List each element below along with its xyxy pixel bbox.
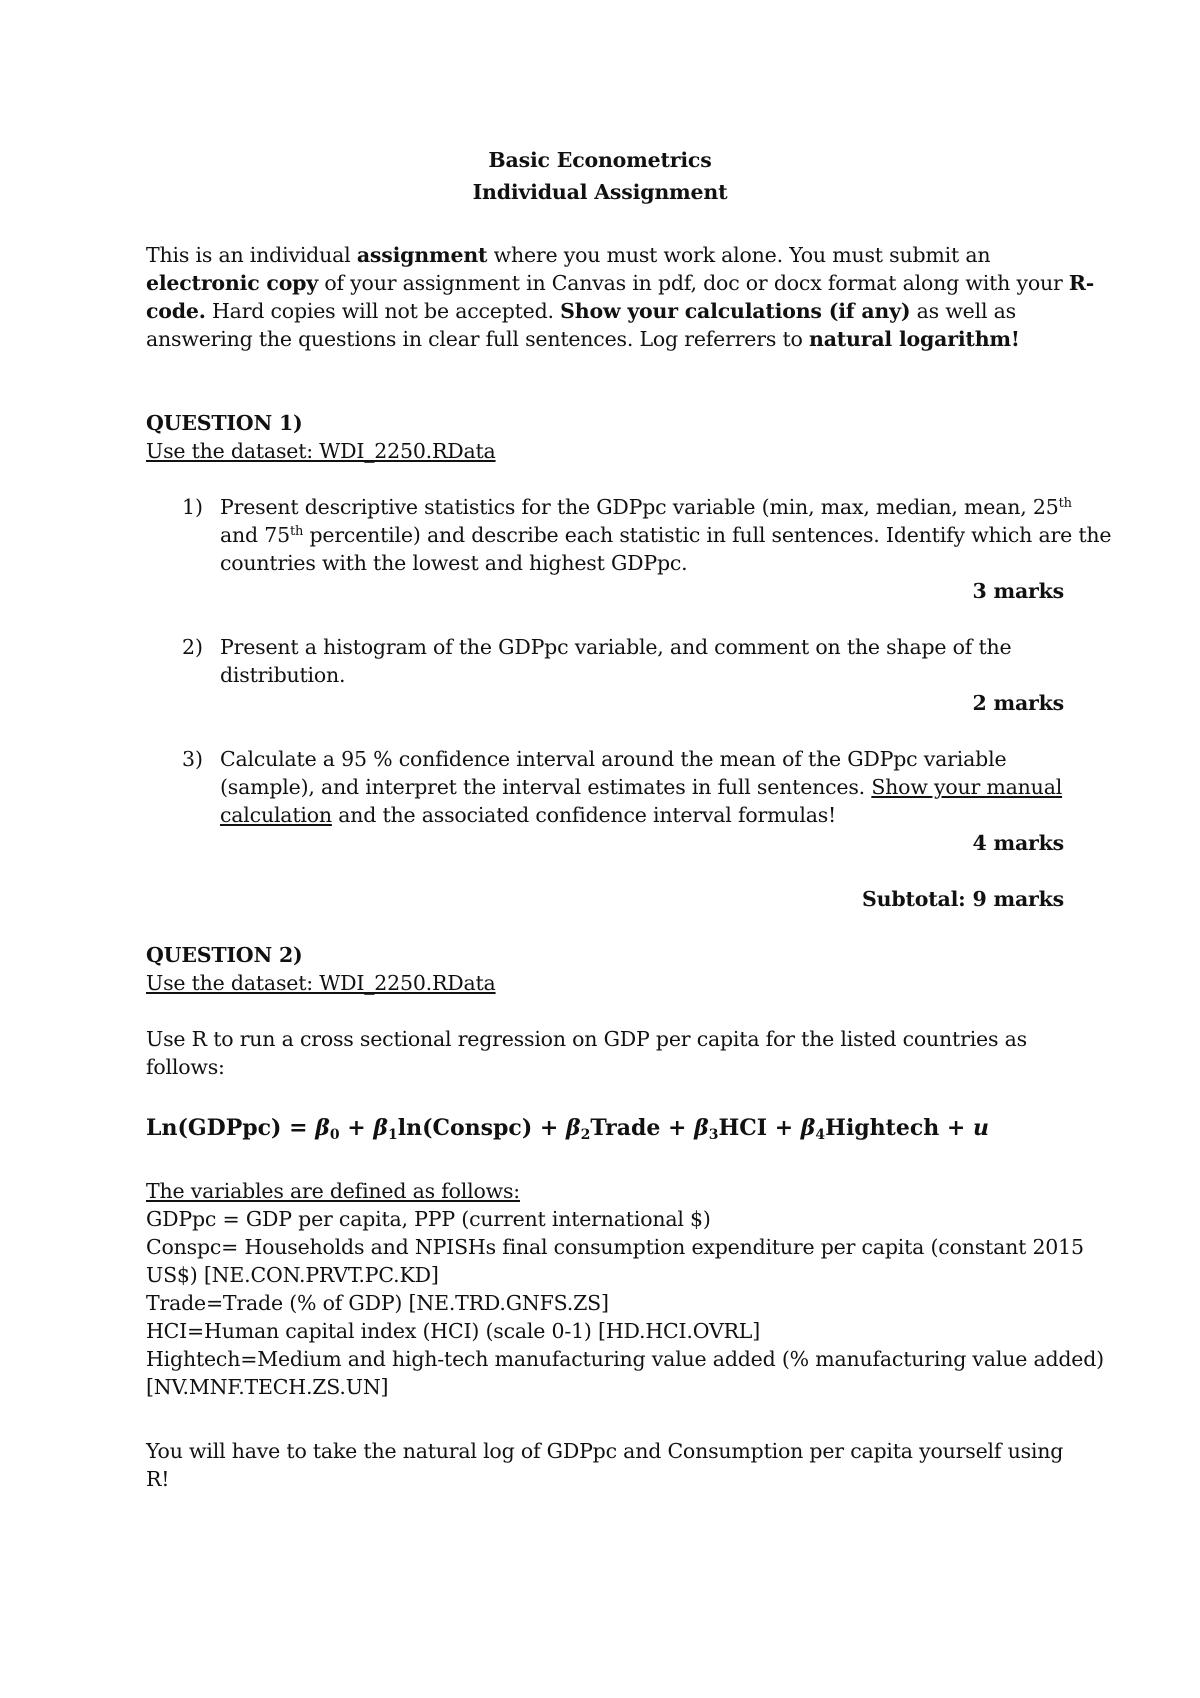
equation-term: ln(Conspc) + xyxy=(397,1115,566,1141)
beta-subscript: 2 xyxy=(580,1127,591,1143)
item-3-line-3 xyxy=(220,801,1070,829)
intro-text: as well as xyxy=(910,299,1016,323)
variable-definition: Conspc= Households and NPISHs final consumption expenditure per capita (constant 2015 xyxy=(146,1235,1084,1259)
question-1-subtotal: Subtotal: 9 marks xyxy=(862,887,1064,911)
item-2-line-2: distribution. xyxy=(220,663,346,687)
item-1-line-2 xyxy=(220,521,1112,549)
equation-term: HCI + xyxy=(718,1115,801,1141)
intro-emphasis: code. xyxy=(146,299,206,323)
equation-term: Trade + xyxy=(590,1115,695,1141)
error-term: u xyxy=(972,1115,989,1141)
intro-text: where you must work alone. You must submit an xyxy=(487,243,991,267)
beta-4-symbol: β xyxy=(800,1115,816,1141)
variables-heading: The variables are defined as follows: xyxy=(146,1179,521,1203)
item-1-marks: 3 marks xyxy=(972,579,1064,603)
intro-emphasis: Show your calculations (if any) xyxy=(560,299,911,323)
intro-line-1 xyxy=(146,241,1066,269)
item-text: percentile) and describe each statistic in full sentences. Identify which are the xyxy=(303,523,1112,547)
intro-emphasis: R- xyxy=(1068,271,1095,295)
intro-line-4 xyxy=(146,325,1066,353)
item-text: and the associated confidence interval formulas! xyxy=(331,803,837,827)
item-1-number: 1) xyxy=(182,495,204,519)
item-text: and 75 xyxy=(220,523,290,547)
equation-lhs: Ln(GDPpc) = xyxy=(146,1115,316,1141)
beta-3-symbol: β xyxy=(694,1115,709,1141)
item-3-line-1: Calculate a 95 % confidence interval around the mean of the GDPpc variable xyxy=(220,747,1007,771)
item-text: Present descriptive statistics for the GDPpc variable (min, max, median, mean, 25 xyxy=(220,495,1059,519)
intro-emphasis: assignment xyxy=(356,243,488,267)
question-2-intro-line-1: Use R to run a cross sectional regression on GDP per capita for the listed countries as xyxy=(146,1027,1027,1051)
intro-text: answering the questions in clear full sentences. Log referrers to xyxy=(146,327,809,351)
document-title: Basic Econometrics xyxy=(488,148,712,172)
item-underlined-text: Show your manual xyxy=(871,775,1063,799)
closing-line-2: R! xyxy=(146,1467,170,1491)
item-3-marks: 4 marks xyxy=(972,831,1064,855)
document-subtitle: Individual Assignment xyxy=(472,180,728,204)
beta-subscript: 0 xyxy=(329,1127,340,1143)
intro-emphasis: natural logarithm! xyxy=(808,327,1020,351)
item-2-line-1: Present a histogram of the GDPpc variable, and comment on the shape of the xyxy=(220,635,1012,659)
item-2-marks: 2 marks xyxy=(972,691,1064,715)
equation-operator: + xyxy=(339,1115,374,1141)
question-2-dataset: Use the dataset: WDI_2250.RData xyxy=(146,971,496,995)
closing-line-1: You will have to take the natural log of GDPpc and Consumption per capita yourself using xyxy=(146,1439,1064,1463)
beta-0-symbol: β xyxy=(315,1115,330,1141)
question-2-heading: QUESTION 2) xyxy=(146,943,303,967)
intro-text: of your assignment in Canvas in pdf, doc or docx format along with your xyxy=(318,271,1069,295)
variable-definition: [NV.MNF.TECH.ZS.UN] xyxy=(146,1375,389,1399)
item-1-line-1 xyxy=(220,493,1070,521)
beta-subscript: 3 xyxy=(708,1127,719,1143)
item-2-number: 2) xyxy=(182,635,204,659)
equation-term: Hightech + xyxy=(825,1115,973,1141)
variable-definition: Trade=Trade (% of GDP) [NE.TRD.GNFS.ZS] xyxy=(146,1291,609,1315)
item-1-line-3: countries with the lowest and highest GDPpc. xyxy=(220,551,688,575)
question-2-intro-line-2: follows: xyxy=(146,1055,225,1079)
question-1-dataset: Use the dataset: WDI_2250.RData xyxy=(146,439,496,463)
variable-definition: Hightech=Medium and high-tech manufacturing value added (% manufacturing value added) xyxy=(146,1347,1104,1371)
superscript: th xyxy=(289,524,304,539)
item-text: (sample), and interpret the interval estimates in full sentences. xyxy=(220,775,872,799)
intro-text: Hard copies will not be accepted. xyxy=(205,299,561,323)
beta-subscript: 1 xyxy=(387,1127,398,1143)
intro-line-2 xyxy=(146,269,1095,297)
beta-2-symbol: β xyxy=(565,1115,581,1141)
beta-1-symbol: β xyxy=(373,1115,388,1141)
variable-definition: GDPpc = GDP per capita, PPP (current international $) xyxy=(146,1207,711,1231)
variable-definition: US$) [NE.CON.PRVT.PC.KD] xyxy=(146,1263,439,1287)
beta-subscript: 4 xyxy=(815,1127,826,1143)
item-3-number: 3) xyxy=(182,747,204,771)
intro-line-3 xyxy=(146,297,1066,325)
regression-equation xyxy=(146,1113,989,1143)
superscript: th xyxy=(1058,496,1072,511)
item-underlined-text: calculation xyxy=(220,803,332,827)
variable-definition: HCI=Human capital index (HCI) (scale 0-1) [HD.HCI.OVRL] xyxy=(146,1319,760,1343)
item-3-line-2 xyxy=(220,773,1070,801)
intro-text: This is an individual xyxy=(146,243,357,267)
intro-emphasis: electronic copy xyxy=(146,271,319,295)
question-1-heading: QUESTION 1) xyxy=(146,411,303,435)
